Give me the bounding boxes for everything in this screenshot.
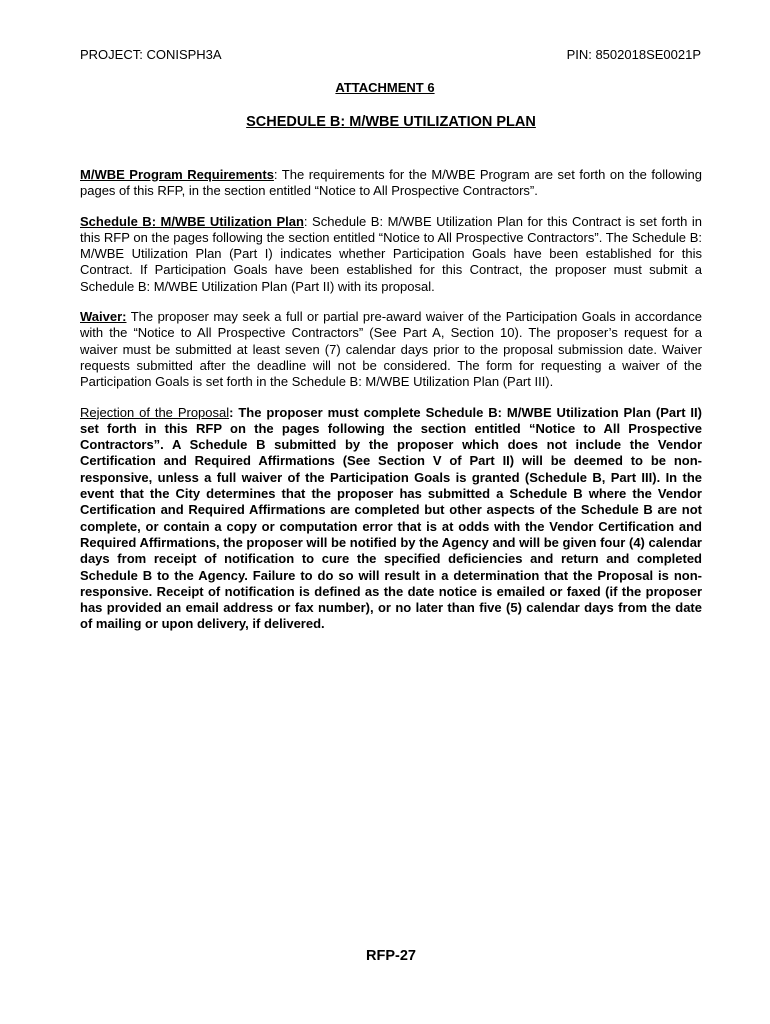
paragraph-text: Schedule B: M/WBE Utilization Plan for this Contract is set forth in this RFP on the pages following the section entitled “Notice to All Prospective Contractors”. The Schedule B: M/WBE Utilization Plan (Part I) indicates whether Participation Goals have been established for this Contract. If Participation Goals have been established for this Contract, the proposer must submit a Schedule B: M/WBE Utilization Plan (Part II) with its proposal. (80, 213, 702, 294)
page-title: SCHEDULE B: M/WBE UTILIZATION PLAN (246, 114, 536, 130)
project-header: PROJECT: CONISPH3A (80, 47, 222, 62)
paragraph-heading: M/WBE Program Requirements (80, 167, 274, 182)
paragraph-heading: Waiver: (80, 309, 127, 325)
paragraph-program-requirements (80, 167, 702, 200)
paragraph-text: The requirements for the M/WBE Program are set forth on the following pages of this RFP, in the section entitled “Notice to All Prospective Contractors”. (80, 167, 702, 199)
paragraph-heading: Schedule B: M/WBE Utilization Plan (80, 213, 304, 229)
heading-separator: : (303, 213, 308, 229)
page-number: RFP-27 (366, 948, 416, 964)
pin-header: PIN: 8502018SE0021P (566, 47, 701, 62)
paragraph-waiver (80, 309, 702, 390)
paragraph-rejection (80, 405, 702, 633)
document-body (80, 167, 702, 647)
heading-separator: : (273, 167, 278, 182)
paragraph-utilization-plan (80, 214, 702, 295)
heading-separator: : (229, 404, 234, 420)
paragraph-heading: Rejection of the Proposal (80, 404, 230, 420)
paragraph-text: The proposer may seek a full or partial pre-award waiver of the Participation Goals in accordance with the “Notice to All Prospective Contractors” (See Part A, Section 10). The proposer’s request for a waiver must be submitted at least seven (7) calendar days prior to the proposal submission date. Waiver requests submitted after the deadline will not be considered. The form for requesting a waiver of the Participation Goals is set forth in the Schedule B: M/WBE Utilization Plan (Part III). (80, 309, 702, 390)
paragraph-text: The proposer must complete Schedule B: M/WBE Utilization Plan (Part II) set forth in this RFP on the pages following the section entitled “Notice to All Prospective Contractors”. A Schedule B submitted by the proposer which does not include the Vendor Certification and Required Affirmations (See Section V of Part II) will be deemed to be non-responsive, unless a full waiver of the Participation Goals is granted (Schedule B, Part III). In the event that the City determines that the proposer has submitted a Schedule B where the Vendor Certification and Required Affirmations are completed but other aspects of the Schedule B are not complete, or contain a copy or computation error that is at odds with the Vendor Certification and Required Affirmations, the proposer will be notified by the Agency and will be given four (4) calendar days from receipt of notification to cure the specified deficiencies and return and completed Schedule B to the Agency. Failure to do so will result in a determination that the Proposal is non-responsive. Receipt of notification is defined as the date notice is emailed or faxed (if the proposer has provided an email address or fax number), or no later than five (5) calendar days from the date of mailing or upon delivery, if delivered. (80, 404, 702, 632)
attachment-heading: ATTACHMENT 6 (335, 80, 435, 95)
